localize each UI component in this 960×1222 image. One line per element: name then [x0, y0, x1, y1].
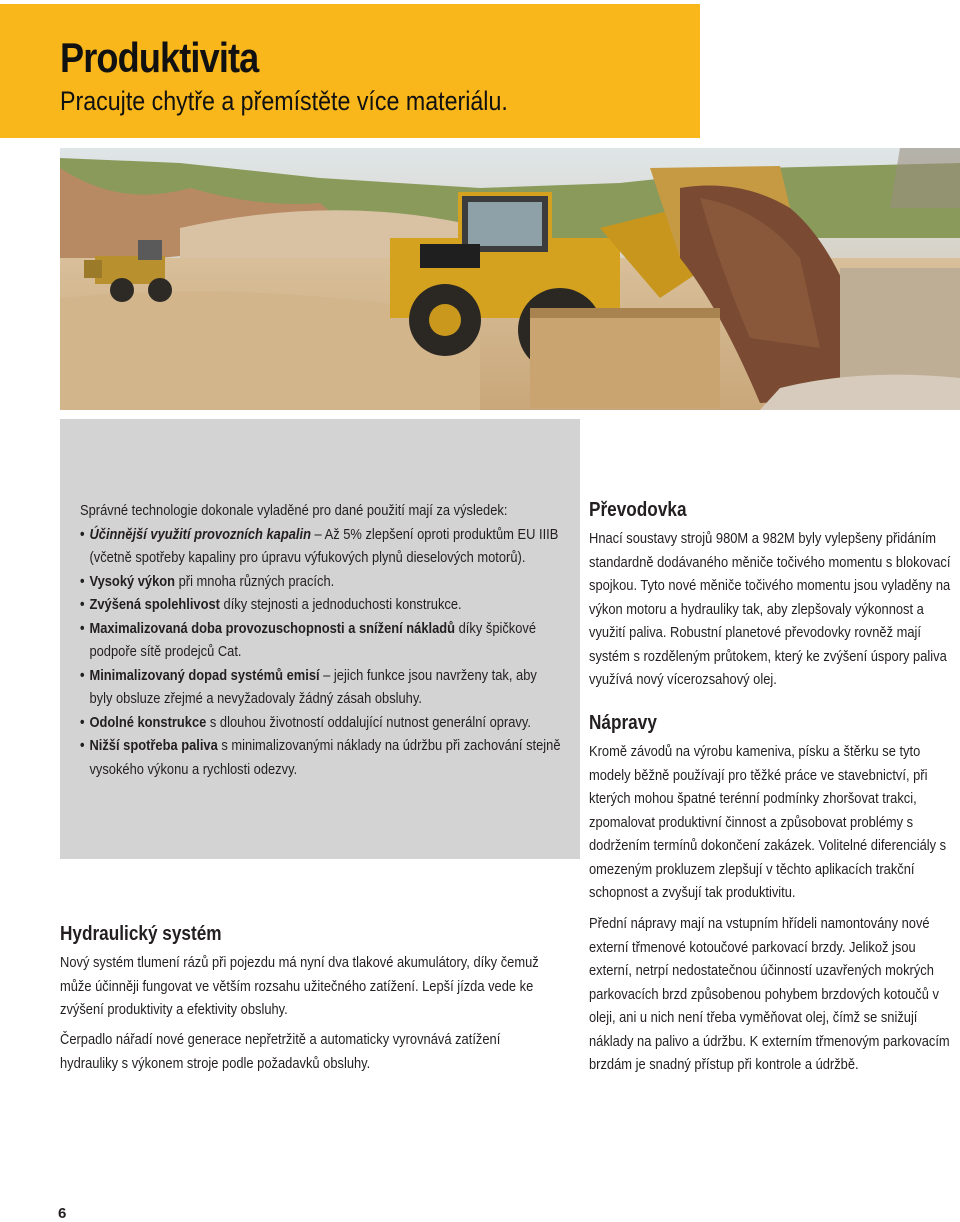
benefit-item-bold: Minimalizovaný dopad systémů emisí	[89, 666, 320, 684]
page-title: Produktivita	[60, 34, 259, 81]
benefits-list	[80, 523, 562, 782]
hydraulika-section-cont	[60, 1028, 559, 1075]
benefit-item-text: s dlouhou životností oddalující nutnost generální opravy.	[206, 713, 531, 731]
benefits-list-container	[80, 499, 562, 781]
benefit-item-text: s minimalizovanými náklady na údržbu při zachování stejně vysokého výkonu a rychlosti odezvy.	[89, 737, 561, 778]
hydraulika-text-2: Čerpadlo nářadí nové generace nepřetržitě a automaticky vyrovnává zatížení hydrauliky s výkonem stroje podle požadavků obsluhy.	[60, 1031, 501, 1072]
napravy-section	[589, 710, 959, 905]
hydraulika-section	[60, 921, 559, 1022]
napravy-title: Nápravy	[589, 712, 657, 734]
benefit-item-bold: Vysoký výkon	[89, 572, 176, 590]
benefit-item	[80, 523, 562, 570]
benefits-intro: Správné technologie dokonale vyladěné pro dané použití mají za výsledek:	[80, 502, 508, 519]
hydraulika-title: Hydraulický systém	[60, 923, 222, 945]
hydraulika-text-1: Nový systém tlumení rázů při pojezdu má nyní dva tlakové akumulátory, díky čemuž může účinněji fungovat ve větším rozsahu užitečného zatížení. Lepší jízda vede ke zvýšení produktivity a efektivity obsluhy.	[60, 954, 539, 1018]
benefit-item	[80, 664, 562, 711]
header-banner	[0, 4, 700, 138]
prevodovka-section	[589, 497, 959, 692]
benefit-item-bold: Účinnější využití provozních kapalin	[89, 525, 311, 543]
napravy-section-cont	[589, 912, 959, 1077]
benefit-item-bold: Odolné konstrukce	[89, 713, 207, 731]
benefit-item-text: díky špičkové podpoře sítě prodejců Cat.	[89, 619, 537, 660]
benefit-item-bold: Nižší spotřeba paliva	[89, 737, 218, 754]
prevodovka-text: Hnací soustavy strojů 980M a 982M byly vylepšeny přidáním standardně dodávaného měniče točivého momentu s blokovací spojkou. Tyto nové měniče točivého momentu jsou vyladěny na výkon motoru a hydrauliky tak, aby zlepšovaly výkonnost a využití paliva. Robustní planetové převodovky rovněž mají systém s rozděleným průtokem, který ke zvýšení úspory paliva využívá nový vícerozsahový olej.	[589, 530, 951, 688]
benefit-item	[80, 570, 562, 594]
benefit-item	[80, 593, 562, 617]
benefits-box	[60, 419, 580, 859]
benefit-item-text: – Až 5% zlepšení oproti produktům EU IIIB (včetně spotřeby kapaliny pro úpravu výfukových plynů dieselových motorů).	[89, 525, 559, 566]
page-subtitle: Pracujte chytře a přemístěte více materiálu.	[60, 86, 508, 116]
benefit-item-bold: Zvýšená spolehlivost	[89, 596, 220, 613]
benefit-item-bold: Maximalizovaná doba provozuschopnosti a snížení nákladů	[89, 619, 456, 637]
prevodovka-title: Převodovka	[589, 499, 687, 521]
benefit-item	[80, 617, 562, 664]
wheel-loader-photo	[60, 148, 960, 410]
page-number: 6	[58, 1205, 67, 1222]
napravy-text-2: Přední nápravy mají na vstupním hřídeli namontovány nové externí třmenové kotoučové parkovací brzdy. Jelikož jsou externí, netrpí nedostatečnou účinností uzavřených mokrých parkovacích brzd způsobenou pohybem brzdových kotoučů v oleji, ani u nich není třeba vyměňovat olej, čímž se snižují náklady na palivo a údržbu. K externím třmenovým parkovacím brzdám je snadný přístup při kontrole a údržbě.	[589, 915, 950, 1073]
benefit-item-text: díky stejnosti a jednoduchosti konstrukce.	[219, 596, 462, 613]
benefit-item-text: při mnoha různých pracích.	[175, 572, 335, 590]
benefit-item	[80, 734, 562, 781]
benefit-item-text: – jejich funkce jsou navrženy tak, aby byly obsluze zřejmé a nevyžadovaly žádný zásah obsluhy.	[89, 666, 537, 707]
benefit-item	[80, 711, 562, 735]
napravy-text-1: Kromě závodů na výrobu kameniva, písku a štěrku se tyto modely běžně používají pro těžké práce ve stavebnictví, při kterých mohou špatné terénní podmínky zhoršovat trakci, zpomalovat produktivní činnost a způsobovat problémy s dodržením termínů dokončení zakázek. Volitelné diferenciály s omezeným prokluzem zlepšují v těchto aplikacích trakční schopnost a zvyšují tak produktivitu.	[589, 743, 947, 901]
